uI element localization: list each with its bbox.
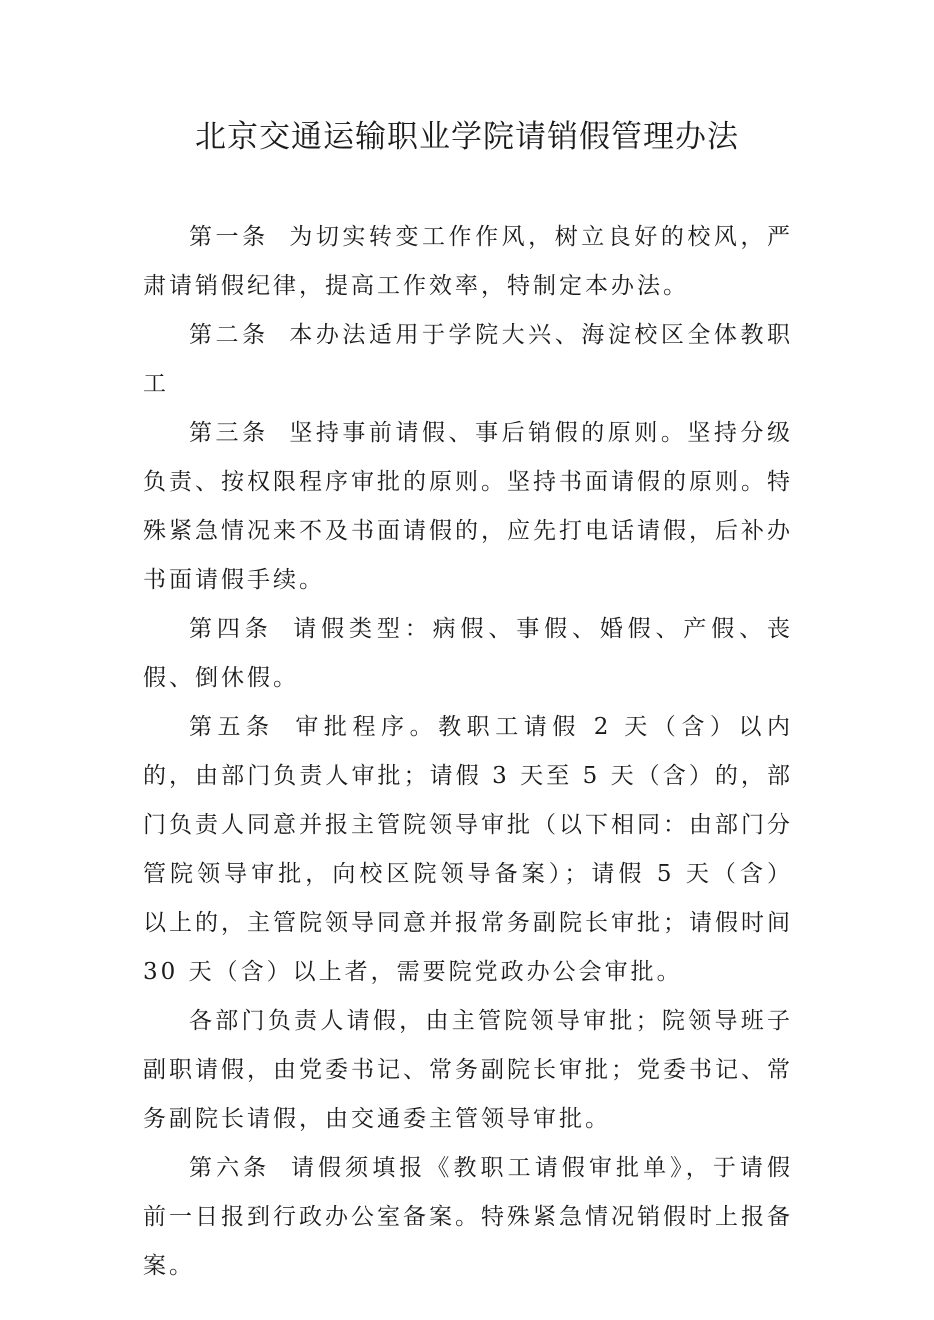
- paragraph-text: 请假须填报《教职工请假审批单》，于请假前一日报到行政办公室备案。特殊紧急情况销假时上报备案。: [143, 1155, 794, 1279]
- paragraph-article-2: [143, 311, 793, 409]
- article-number: 第二条: [189, 322, 269, 348]
- paragraph-text: 坚持事前请假、事后销假的原则。坚持分级负责、按权限程序审批的原则。坚持书面请假的原则。特殊紧急情况来不及书面请假的，应先打电话请假，后补办书面请假手续。: [143, 420, 794, 593]
- article-number: 第五条: [189, 714, 275, 740]
- paragraph-text: 请假类型：病假、事假、婚假、产假、丧假、倒休假。: [143, 616, 794, 691]
- paragraph-article-3: [143, 409, 793, 605]
- article-number: 第一条: [189, 224, 269, 250]
- article-number: 第四条: [189, 616, 273, 642]
- paragraph-text: 各部门负责人请假，由主管院领导审批；院领导班子副职请假，由党委书记、常务副院长审批；党委书记、常务副院长请假，由交通委主管领导审批。: [143, 1008, 793, 1132]
- article-number: 第三条: [189, 420, 269, 446]
- document-title: 北京交通运输职业学院请销假管理办法: [195, 119, 739, 155]
- paragraph-article-1: [143, 213, 793, 311]
- paragraph-article-5: [143, 703, 793, 997]
- document-body: [143, 213, 793, 1291]
- paragraph-text: 本办法适用于学院大兴、海淀校区全体教职工: [143, 322, 794, 397]
- paragraph-text: 为切实转变工作作风，树立良好的校风，严肃请销假纪律，提高工作效率，特制定本办法。: [143, 224, 794, 299]
- paragraph-article-4: [143, 605, 793, 703]
- paragraph-article-5-continued: [143, 997, 793, 1144]
- paragraph-text: 审批程序。教职工请假 2 天（含）以内的，由部门负责人审批；请假 3 天至 5 天（含）的，部门负责人同意并报主管院领导审批（以下相同：由部门分管院领导审批，向校区院领导备案）；请假 5 天（含）以上的，主管院领导同意并报常务副院长审批；请假时间 30 天（含）以上者，需要院党政办公会审批。: [143, 714, 794, 985]
- article-number: 第六条: [189, 1155, 271, 1181]
- paragraph-article-6: [143, 1144, 793, 1291]
